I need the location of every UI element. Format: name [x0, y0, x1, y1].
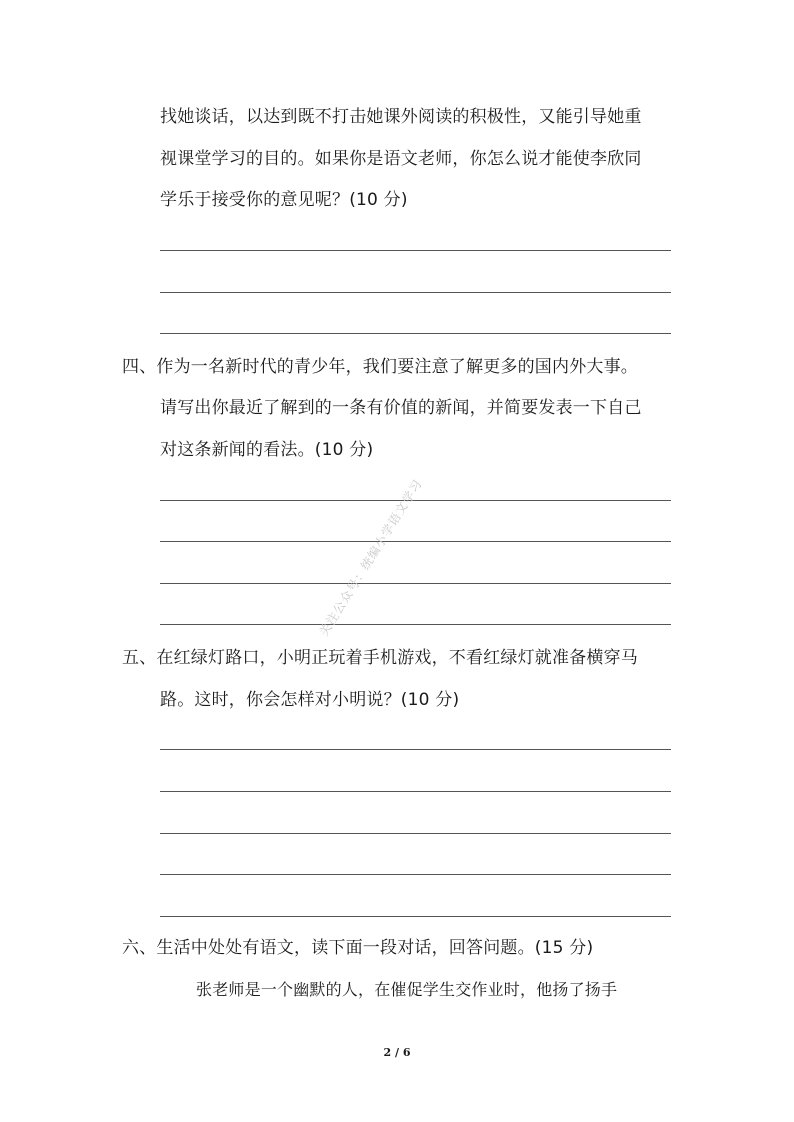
watermark: 关注公众号：统编小学语文学习 — [316, 476, 426, 639]
answer-line[interactable] — [160, 333, 671, 334]
answer-line[interactable] — [160, 250, 671, 251]
answer-line[interactable] — [160, 833, 671, 834]
q4-line-1: 四、作为一名新时代的青少年，我们要注意了解更多的国内外大事。 — [122, 357, 638, 377]
q5-line-1: 五、在红绿灯路口，小明正玩着手机游戏，不看红绿灯就准备横穿马 — [122, 648, 638, 668]
answer-line[interactable] — [160, 791, 671, 792]
answer-line[interactable] — [160, 874, 671, 875]
answer-line[interactable] — [160, 292, 671, 293]
answer-line[interactable] — [160, 916, 671, 917]
q3-line-1: 找她谈话，以达到既不打击她课外阅读的积极性，又能引导她重 — [160, 107, 642, 127]
answer-line[interactable] — [160, 749, 671, 750]
q4-line-3: 对这条新闻的看法。(10 分) — [160, 440, 374, 460]
q6-passage: 张老师是一个幽默的人，在催促学生交作业时，他扬了扬手 — [196, 980, 618, 999]
q3-line-3: 学乐于接受你的意见呢？(10 分) — [160, 190, 408, 210]
q5-line-2: 路。这时，你会怎样对小明说？(10 分) — [160, 690, 460, 710]
answer-line[interactable] — [160, 583, 671, 584]
q3-line-2: 视课堂学习的目的。如果你是语文老师，你怎么说才能使李欣同 — [160, 149, 642, 169]
answer-line[interactable] — [160, 541, 671, 542]
answer-line[interactable] — [160, 624, 671, 625]
page-number: 2 / 6 — [383, 1046, 411, 1059]
q6-heading: 六、生活中处处有语文，读下面一段对话，回答问题。(15 分) — [122, 938, 594, 958]
q4-line-2: 请写出你最近了解到的一条有价值的新闻，并简要发表一下自己 — [160, 398, 642, 418]
